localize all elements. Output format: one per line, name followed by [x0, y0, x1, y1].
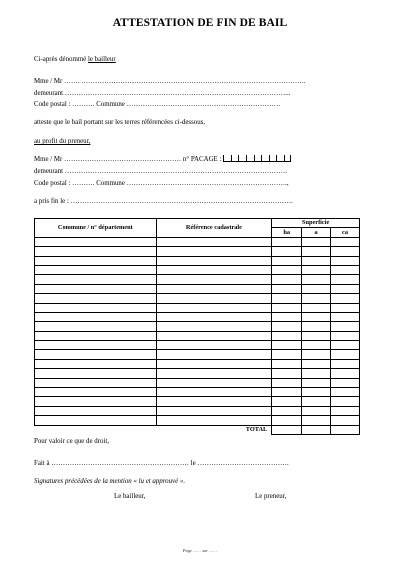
table-row	[35, 369, 360, 378]
ha-cell[interactable]	[272, 275, 302, 284]
fait-a-field[interactable]: Fait à …………………………………………………… le ………………………………….	[34, 460, 289, 467]
a-cell[interactable]	[302, 378, 331, 387]
ca-cell[interactable]	[331, 237, 360, 246]
a-cell[interactable]	[302, 265, 331, 274]
ca-cell[interactable]	[331, 350, 360, 359]
table-row	[35, 416, 360, 425]
reference-cell[interactable]	[156, 303, 272, 312]
ca-cell[interactable]	[331, 416, 360, 425]
reference-cell[interactable]	[156, 416, 272, 425]
a-cell[interactable]	[302, 341, 331, 350]
a-cell[interactable]	[302, 294, 331, 303]
commune-cell[interactable]	[35, 256, 157, 265]
table-row	[35, 359, 360, 368]
commune-cell[interactable]	[35, 247, 157, 256]
commune-cell[interactable]	[35, 388, 157, 397]
preneur-name-field[interactable]	[34, 155, 291, 165]
ha-cell[interactable]	[272, 256, 302, 265]
a-cell[interactable]	[302, 275, 331, 284]
table-row	[35, 331, 360, 340]
preneur-intro: au profit du preneur,	[34, 138, 91, 145]
bailleur-intro-text: Ci-après dénommé	[34, 56, 87, 63]
col-commune-header: Commune / n° département	[35, 219, 157, 238]
ca-cell[interactable]	[331, 312, 360, 321]
table-row	[35, 341, 360, 350]
a-cell[interactable]	[302, 397, 331, 406]
commune-cell[interactable]	[35, 265, 157, 274]
ha-cell[interactable]	[272, 378, 302, 387]
end-date-field[interactable]: a pris fin le : …………………………………………………………………………………….	[34, 198, 293, 205]
table-row	[35, 378, 360, 387]
total-row	[35, 425, 360, 434]
ha-cell[interactable]	[272, 369, 302, 378]
table-row	[35, 303, 360, 312]
ca-cell[interactable]	[331, 369, 360, 378]
a-cell[interactable]	[302, 416, 331, 425]
commune-cell[interactable]	[35, 350, 157, 359]
ha-cell[interactable]	[272, 388, 302, 397]
commune-cell[interactable]	[35, 378, 157, 387]
a-cell[interactable]	[302, 256, 331, 265]
ca-cell[interactable]	[331, 303, 360, 312]
reference-cell[interactable]	[156, 237, 272, 246]
ha-cell[interactable]	[272, 322, 302, 331]
ca-cell[interactable]	[331, 397, 360, 406]
commune-cell[interactable]	[35, 284, 157, 293]
col-superficie-header: Superficie	[272, 219, 360, 228]
total-a-cell[interactable]	[302, 425, 331, 434]
table-row	[35, 312, 360, 321]
reference-cell[interactable]	[156, 256, 272, 265]
commune-cell[interactable]	[35, 416, 157, 425]
col-reference-header: Référence cadastrale	[156, 219, 272, 238]
table-row	[35, 397, 360, 406]
reference-cell[interactable]	[156, 397, 272, 406]
commune-cell[interactable]	[35, 312, 157, 321]
reference-cell[interactable]	[156, 294, 272, 303]
a-cell[interactable]	[302, 406, 331, 415]
ca-cell[interactable]	[331, 294, 360, 303]
signatures-note: Signatures précédées de la mention « lu et approuvé ».	[34, 478, 186, 485]
table-row	[35, 237, 360, 246]
commune-cell[interactable]	[35, 331, 157, 340]
table-row	[35, 322, 360, 331]
reference-cell[interactable]	[156, 312, 272, 321]
a-cell[interactable]	[302, 359, 331, 368]
ha-cell[interactable]	[272, 416, 302, 425]
a-cell[interactable]	[302, 388, 331, 397]
commune-cell[interactable]	[35, 275, 157, 284]
a-cell[interactable]	[302, 369, 331, 378]
reference-cell[interactable]	[156, 388, 272, 397]
reference-cell[interactable]	[156, 406, 272, 415]
total-spacer	[35, 425, 157, 434]
preneur-signature-label: Le preneur,	[255, 493, 287, 500]
reference-cell[interactable]	[156, 350, 272, 359]
table-row	[35, 294, 360, 303]
a-cell[interactable]	[302, 237, 331, 246]
ha-cell[interactable]	[272, 397, 302, 406]
ha-cell[interactable]	[272, 359, 302, 368]
table-row	[35, 406, 360, 415]
reference-cell[interactable]	[156, 359, 272, 368]
ha-cell[interactable]	[272, 303, 302, 312]
reference-cell[interactable]	[156, 341, 272, 350]
a-cell[interactable]	[302, 331, 331, 340]
ca-cell[interactable]	[331, 378, 360, 387]
commune-cell[interactable]	[35, 237, 157, 246]
ha-cell[interactable]	[272, 284, 302, 293]
ha-cell[interactable]	[272, 312, 302, 321]
total-ca-cell[interactable]	[331, 425, 360, 434]
reference-cell[interactable]	[156, 275, 272, 284]
ca-cell[interactable]	[331, 265, 360, 274]
reference-cell[interactable]	[156, 322, 272, 331]
ca-cell[interactable]	[331, 359, 360, 368]
ca-cell[interactable]	[331, 322, 360, 331]
ca-cell[interactable]	[331, 284, 360, 293]
bailleur-postal-field[interactable]: Code postal : ………. Commune ………………………………………………………….	[34, 101, 280, 108]
reference-cell[interactable]	[156, 369, 272, 378]
a-cell[interactable]	[302, 322, 331, 331]
reference-cell[interactable]	[156, 284, 272, 293]
ca-cell[interactable]	[331, 247, 360, 256]
ca-cell[interactable]	[331, 406, 360, 415]
table-row	[35, 265, 360, 274]
reference-cell[interactable]	[156, 378, 272, 387]
reference-cell[interactable]	[156, 331, 272, 340]
col-ca-header: ca	[331, 228, 360, 237]
reference-cell[interactable]	[156, 265, 272, 274]
preneur-name-text: Mme / Mr …………………………………………… n° PACAGE :	[34, 156, 224, 163]
bailleur-intro	[34, 55, 116, 64]
table-row	[35, 275, 360, 284]
ca-cell[interactable]	[331, 341, 360, 350]
commune-cell[interactable]	[35, 369, 157, 378]
ca-cell[interactable]	[331, 331, 360, 340]
pacage-boxes[interactable]	[223, 155, 291, 165]
a-cell[interactable]	[302, 350, 331, 359]
table-row	[35, 350, 360, 359]
commune-cell[interactable]	[35, 341, 157, 350]
a-cell[interactable]	[302, 312, 331, 321]
table-row	[35, 388, 360, 397]
pour-valoir-text: Pour valoir ce que de droit,	[34, 438, 110, 445]
attest-text: atteste que le bail portant sur les terres référencées ci-dessous,	[34, 119, 206, 126]
bailleur-name-field[interactable]: Mme / Mr ……. ……………………………………………………………………………………..	[34, 78, 306, 85]
ca-cell[interactable]	[331, 256, 360, 265]
ha-cell[interactable]	[272, 237, 302, 246]
table-body	[35, 237, 360, 425]
ha-cell[interactable]	[272, 406, 302, 415]
table-row	[35, 247, 360, 256]
commune-cell[interactable]	[35, 294, 157, 303]
ha-cell[interactable]	[272, 247, 302, 256]
bailleur-signature-label: Le bailleur,	[114, 493, 146, 500]
commune-cell[interactable]	[35, 397, 157, 406]
ha-cell[interactable]	[272, 265, 302, 274]
ha-cell[interactable]	[272, 294, 302, 303]
commune-cell[interactable]	[35, 322, 157, 331]
total-ha-cell[interactable]	[272, 425, 302, 434]
ca-cell[interactable]	[331, 388, 360, 397]
commune-cell[interactable]	[35, 359, 157, 368]
a-cell[interactable]	[302, 247, 331, 256]
a-cell[interactable]	[302, 303, 331, 312]
col-ha-header: ha	[272, 228, 302, 237]
ha-cell[interactable]	[272, 341, 302, 350]
preneur-address-field[interactable]: demeurant …………………………………………………………………………………….	[34, 168, 288, 175]
commune-cell[interactable]	[35, 406, 157, 415]
bailleur-intro-underlined: le bailleur	[87, 56, 116, 63]
total-label: TOTAL	[156, 425, 272, 434]
commune-cell[interactable]	[35, 303, 157, 312]
bailleur-address-field[interactable]: demeurant ……………………………………………………………………………………...	[34, 90, 291, 97]
ca-cell[interactable]	[331, 275, 360, 284]
reference-cell[interactable]	[156, 247, 272, 256]
preneur-postal-field[interactable]: Code postal : ………. Commune …………………………………………………………….,	[34, 180, 289, 187]
page-footer: Page …… sur ……	[182, 548, 218, 553]
table-row	[35, 284, 360, 293]
a-cell[interactable]	[302, 284, 331, 293]
table-row	[35, 256, 360, 265]
parcel-table	[34, 218, 360, 435]
ha-cell[interactable]	[272, 350, 302, 359]
ha-cell[interactable]	[272, 331, 302, 340]
col-a-header: a	[302, 228, 331, 237]
document-title: ATTESTATION DE FIN DE BAIL	[112, 17, 288, 29]
